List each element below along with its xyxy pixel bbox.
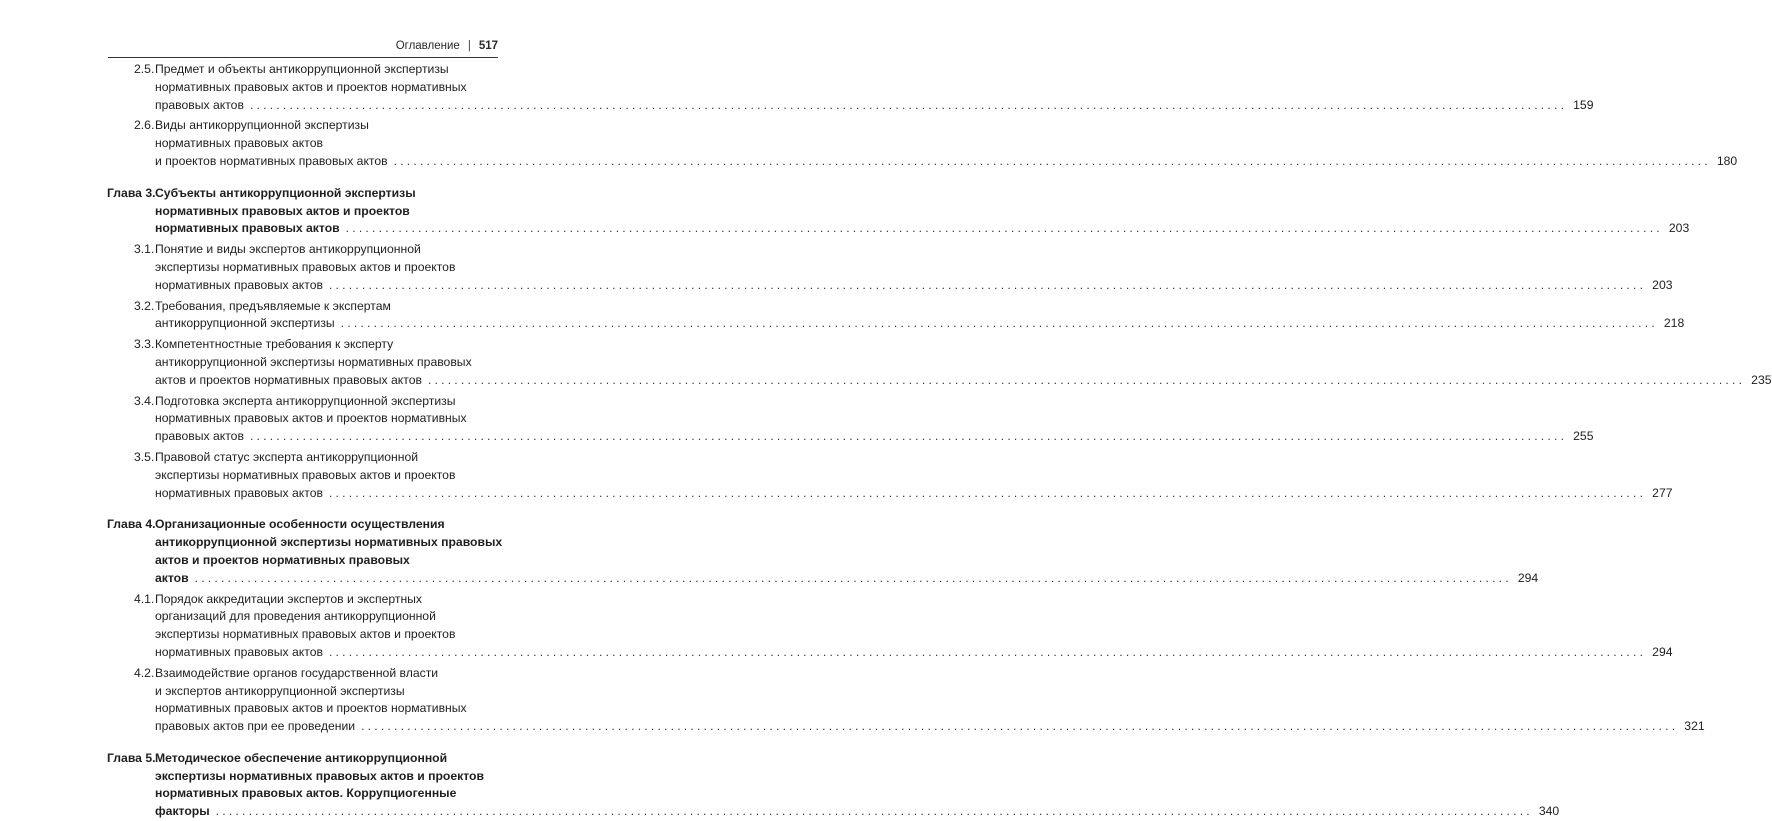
toc-entry-title (155, 449, 1673, 502)
toc-title-text: Требования, предъявляемые к экспертам (155, 298, 391, 313)
toc-chapter-entry (0, 750, 1560, 821)
dot-leader: ........................................................................................................................................................................................................ (393, 153, 1711, 168)
toc-title-text: Предмет и объекты антикоррупционной экспертизы (155, 62, 449, 76)
toc-section-entry (0, 61, 1594, 114)
toc-entry-title (155, 393, 1594, 446)
toc-title-line (155, 552, 498, 570)
toc-title-text: антикоррупционной экспертизы нормативных правовых (155, 354, 472, 369)
toc-title-text: актов и проектов нормативных правовых актов (155, 372, 422, 387)
toc-title-text: Субъекты антикоррупционной экспертизы (155, 185, 416, 200)
dot-leader: ........................................................................................................................................................................................................ (328, 644, 1647, 659)
toc-section-entry (0, 241, 1673, 294)
toc-title-line (155, 61, 498, 79)
toc-title-text: правовых актов (155, 429, 244, 444)
toc-section-entry (0, 336, 1772, 389)
toc-title-line (155, 220, 1690, 238)
toc-title-text: правовых актов (155, 97, 244, 112)
toc-title-line (155, 516, 498, 534)
toc-title-line (155, 185, 498, 203)
toc-title-line (155, 534, 503, 552)
toc-page-number: 218 (1663, 316, 1685, 331)
toc-title-line (155, 393, 498, 411)
toc-title-line (155, 428, 1594, 446)
toc-entry-title (155, 591, 1673, 662)
toc-title-text: Понятие и виды экспертов антикоррупционной (155, 242, 421, 257)
toc-title-line (155, 591, 498, 609)
toc-entry-title (155, 336, 1772, 389)
toc-entry-title (155, 750, 1560, 821)
toc-entry-number: 2.5. (134, 62, 155, 76)
toc-section-entry (0, 117, 1738, 170)
toc-title-text: нормативных правовых актов и проектов нормативных (155, 701, 467, 716)
toc-title-line (155, 718, 1705, 736)
toc-title-text: нормативных правовых актов. Коррупциогенные (155, 786, 457, 801)
toc-title-line (155, 626, 498, 644)
toc-entry-title (155, 185, 1690, 238)
toc-page-number: 235 (1751, 372, 1772, 387)
toc-title-line (155, 485, 1673, 503)
toc-title-line (155, 410, 498, 428)
toc-section-entry (0, 591, 1673, 662)
toc-title-text: Правовой статус эксперта антикоррупционной (155, 449, 419, 464)
toc-page-number: 203 (1668, 221, 1690, 236)
toc-entry-number: Глава 4. (107, 517, 156, 532)
toc-title-text: антикоррупционной экспертизы нормативных правовых (155, 535, 503, 550)
toc-title-line (155, 570, 1539, 588)
toc-title-text: Организационные особенности осуществления (155, 517, 445, 532)
toc-entry-number: 3.3. (134, 337, 155, 352)
toc-title-text: нормативных правовых актов и проектов (155, 203, 410, 218)
header-separator: | (467, 40, 471, 52)
toc-entry-number: Глава 5. (107, 750, 156, 765)
dot-leader: ........................................................................................................................................................................................................ (345, 221, 1663, 236)
toc-section-entry (0, 393, 1594, 446)
toc-title-text: Взаимодействие органов государственной власти (155, 665, 439, 680)
toc-title-text: Подготовка эксперта антикоррупционной экспертизы (155, 393, 456, 408)
toc-title-text: нормативных правовых актов (155, 277, 323, 292)
toc-title-line (155, 153, 1738, 171)
toc-title-line (155, 644, 1673, 662)
toc-entry-number: 2.6. (134, 118, 155, 133)
toc-title-text: актов (155, 570, 189, 585)
toc-entry-number: Глава 3. (107, 185, 156, 200)
toc-title-text: и проектов нормативных правовых актов (155, 153, 388, 168)
toc-page-number: 180 (1716, 153, 1738, 168)
toc-title-text: актов и проектов нормативных правовых (155, 552, 410, 567)
toc-page-number: 255 (1573, 429, 1594, 444)
toc-title-line (155, 467, 498, 485)
toc-title-line (155, 750, 498, 768)
toc-entry-title (155, 117, 1738, 170)
toc-title-text: и экспертов антикоррупционной экспертизы (155, 683, 405, 698)
toc-page-number: 321 (1684, 719, 1705, 734)
toc-title-text: экспертизы нормативных правовых актов и проектов (155, 768, 484, 783)
toc-title-text: экспертизы нормативных правовых актов и проектов (155, 259, 456, 274)
toc-title-text: организаций для проведения антикоррупционной (155, 609, 436, 624)
toc-title-line (155, 315, 1685, 333)
toc-title-line (155, 372, 1772, 390)
toc-title-line (155, 683, 498, 701)
toc-title-line (155, 768, 498, 786)
toc-title-text: экспертизы нормативных правовых актов и проектов (155, 467, 456, 482)
table-of-contents (0, 58, 1772, 821)
toc-title-line (155, 700, 498, 718)
toc-entry-number: 3.1. (134, 242, 155, 257)
toc-page-number: 294 (1652, 644, 1673, 659)
toc-title-text: Методическое обеспечение антикоррупционной (155, 750, 448, 765)
toc-entry-number: 3.4. (134, 393, 155, 408)
toc-title-line (155, 203, 498, 221)
toc-title-line (155, 298, 498, 316)
toc-entry-number: 4.2. (134, 665, 155, 680)
toc-title-text: факторы (155, 804, 210, 819)
toc-section-entry (0, 449, 1673, 502)
toc-title-text: антикоррупционной экспертизы (155, 316, 335, 331)
toc-title-line (155, 803, 1560, 821)
toc-title-line (155, 785, 498, 803)
toc-entry-title (155, 516, 1539, 587)
toc-section-entry (0, 298, 1685, 334)
toc-title-line (155, 97, 1594, 115)
header-page-number: 517 (478, 40, 498, 52)
toc-title-line (155, 241, 498, 259)
toc-title-line (155, 277, 1673, 295)
toc-entry-number: 3.2. (134, 298, 155, 313)
toc-title-line (155, 117, 498, 135)
dot-leader: ........................................................................................................................................................................................................ (340, 316, 1658, 331)
toc-title-line (155, 608, 498, 626)
toc-title-line (155, 135, 498, 153)
dot-leader: ........................................................................................................................................................................................................ (194, 570, 1512, 585)
toc-chapter-entry (0, 185, 1690, 238)
toc-title-line (155, 259, 498, 277)
toc-entry-number: 4.1. (134, 591, 155, 606)
dot-leader: ........................................................................................................................................................................................................ (215, 804, 1533, 819)
header-section-title: Оглавление (395, 40, 460, 52)
toc-entry-title (155, 241, 1673, 294)
toc-title-text: Порядок аккредитации экспертов и экспертных (155, 591, 423, 606)
toc-title-text: правовых актов при ее проведении (155, 719, 356, 734)
toc-title-line (155, 336, 498, 354)
toc-entry-title (155, 298, 1685, 334)
toc-page-number: 294 (1517, 570, 1539, 585)
dot-leader: ........................................................................................................................................................................................................ (328, 485, 1647, 500)
toc-page-number: 159 (1573, 97, 1594, 112)
toc-title-line (155, 354, 498, 372)
toc-entry-title (155, 665, 1705, 736)
toc-page-number: 277 (1652, 485, 1673, 500)
running-header (108, 37, 498, 55)
toc-title-text: нормативных правовых актов (155, 221, 340, 236)
toc-title-text: нормативных правовых актов и проектов нормативных (155, 79, 467, 94)
toc-page-number: 203 (1652, 277, 1673, 292)
dot-leader: ........................................................................................................................................................................................................ (427, 372, 1746, 387)
toc-title-text: Компетентностные требования к эксперту (155, 337, 394, 352)
toc-title-line (155, 665, 498, 683)
toc-title-text: нормативных правовых актов (155, 485, 323, 500)
toc-title-text: экспертизы нормативных правовых актов и проектов (155, 627, 456, 642)
toc-chapter-entry (0, 516, 1539, 587)
dot-leader: ........................................................................................................................................................................................................ (361, 719, 1679, 734)
toc-title-line (155, 79, 498, 97)
toc-page-number: 340 (1538, 804, 1560, 819)
toc-title-text: Виды антикоррупционной экспертизы (155, 118, 369, 133)
dot-leader: ........................................................................................................................................................................................................ (249, 97, 1568, 112)
toc-entry-title (155, 61, 1594, 114)
toc-title-text: нормативных правовых актов (155, 136, 323, 151)
toc-entry-number: 3.5. (134, 449, 155, 464)
toc-section-entry (0, 665, 1705, 736)
toc-title-text: нормативных правовых актов (155, 644, 323, 659)
dot-leader: ........................................................................................................................................................................................................ (328, 277, 1647, 292)
toc-title-text: нормативных правовых актов и проектов нормативных (155, 411, 467, 426)
toc-title-line (155, 449, 498, 467)
dot-leader: ........................................................................................................................................................................................................ (249, 429, 1568, 444)
